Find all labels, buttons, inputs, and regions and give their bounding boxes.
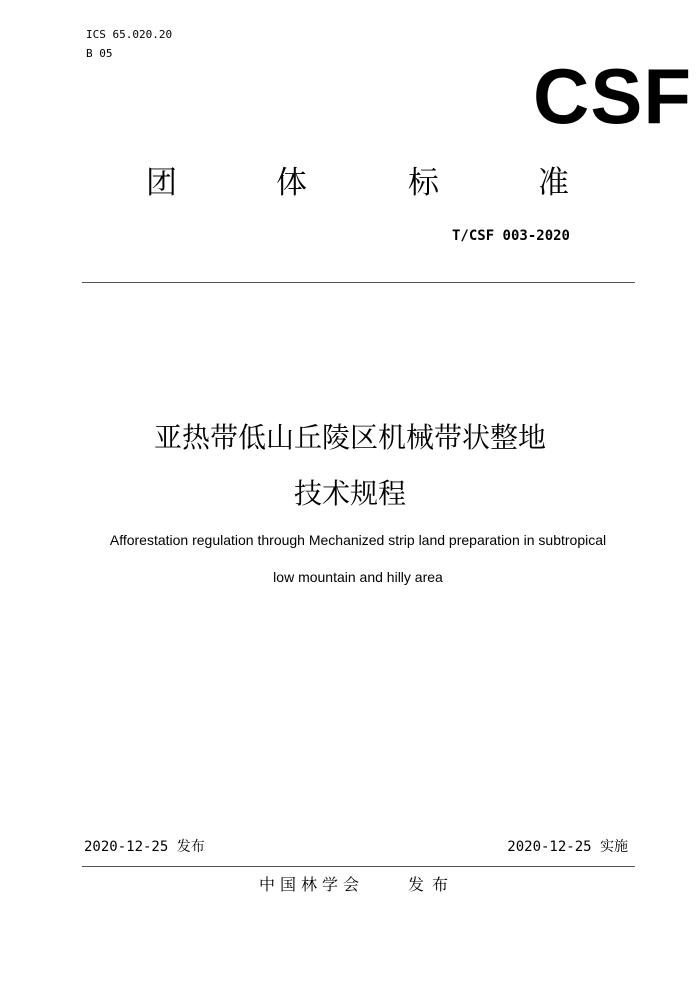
standard-code: T/CSF 003-2020 — [451, 228, 570, 244]
implementation-date: 2020-12-25 实施 — [507, 839, 628, 855]
bottom-divider — [82, 866, 635, 867]
publish-label: 发布 — [408, 875, 457, 894]
standard-type-char: 团 — [146, 165, 177, 201]
top-divider — [82, 282, 635, 283]
standard-type-char: 标 — [408, 165, 439, 201]
ics-code: ICS 65.020.20 — [86, 28, 173, 41]
title-english-line-2: low mountain and hilly area — [273, 569, 443, 585]
publisher-name: 中国林学会 — [259, 875, 365, 894]
title-chinese-line-1: 亚热带低山丘陵区机械带状整地 — [153, 421, 546, 454]
csf-logo: CSF — [533, 52, 692, 140]
ccs-code: B 05 — [86, 47, 113, 60]
title-chinese-line-2: 技术规程 — [293, 477, 406, 510]
standard-type-char: 准 — [538, 165, 569, 201]
title-english-line-1: Afforestation regulation through Mechanized strip land preparation in subtropical — [109, 532, 607, 548]
standard-type-char: 体 — [276, 165, 307, 201]
issue-date: 2020-12-25 发布 — [84, 839, 205, 855]
